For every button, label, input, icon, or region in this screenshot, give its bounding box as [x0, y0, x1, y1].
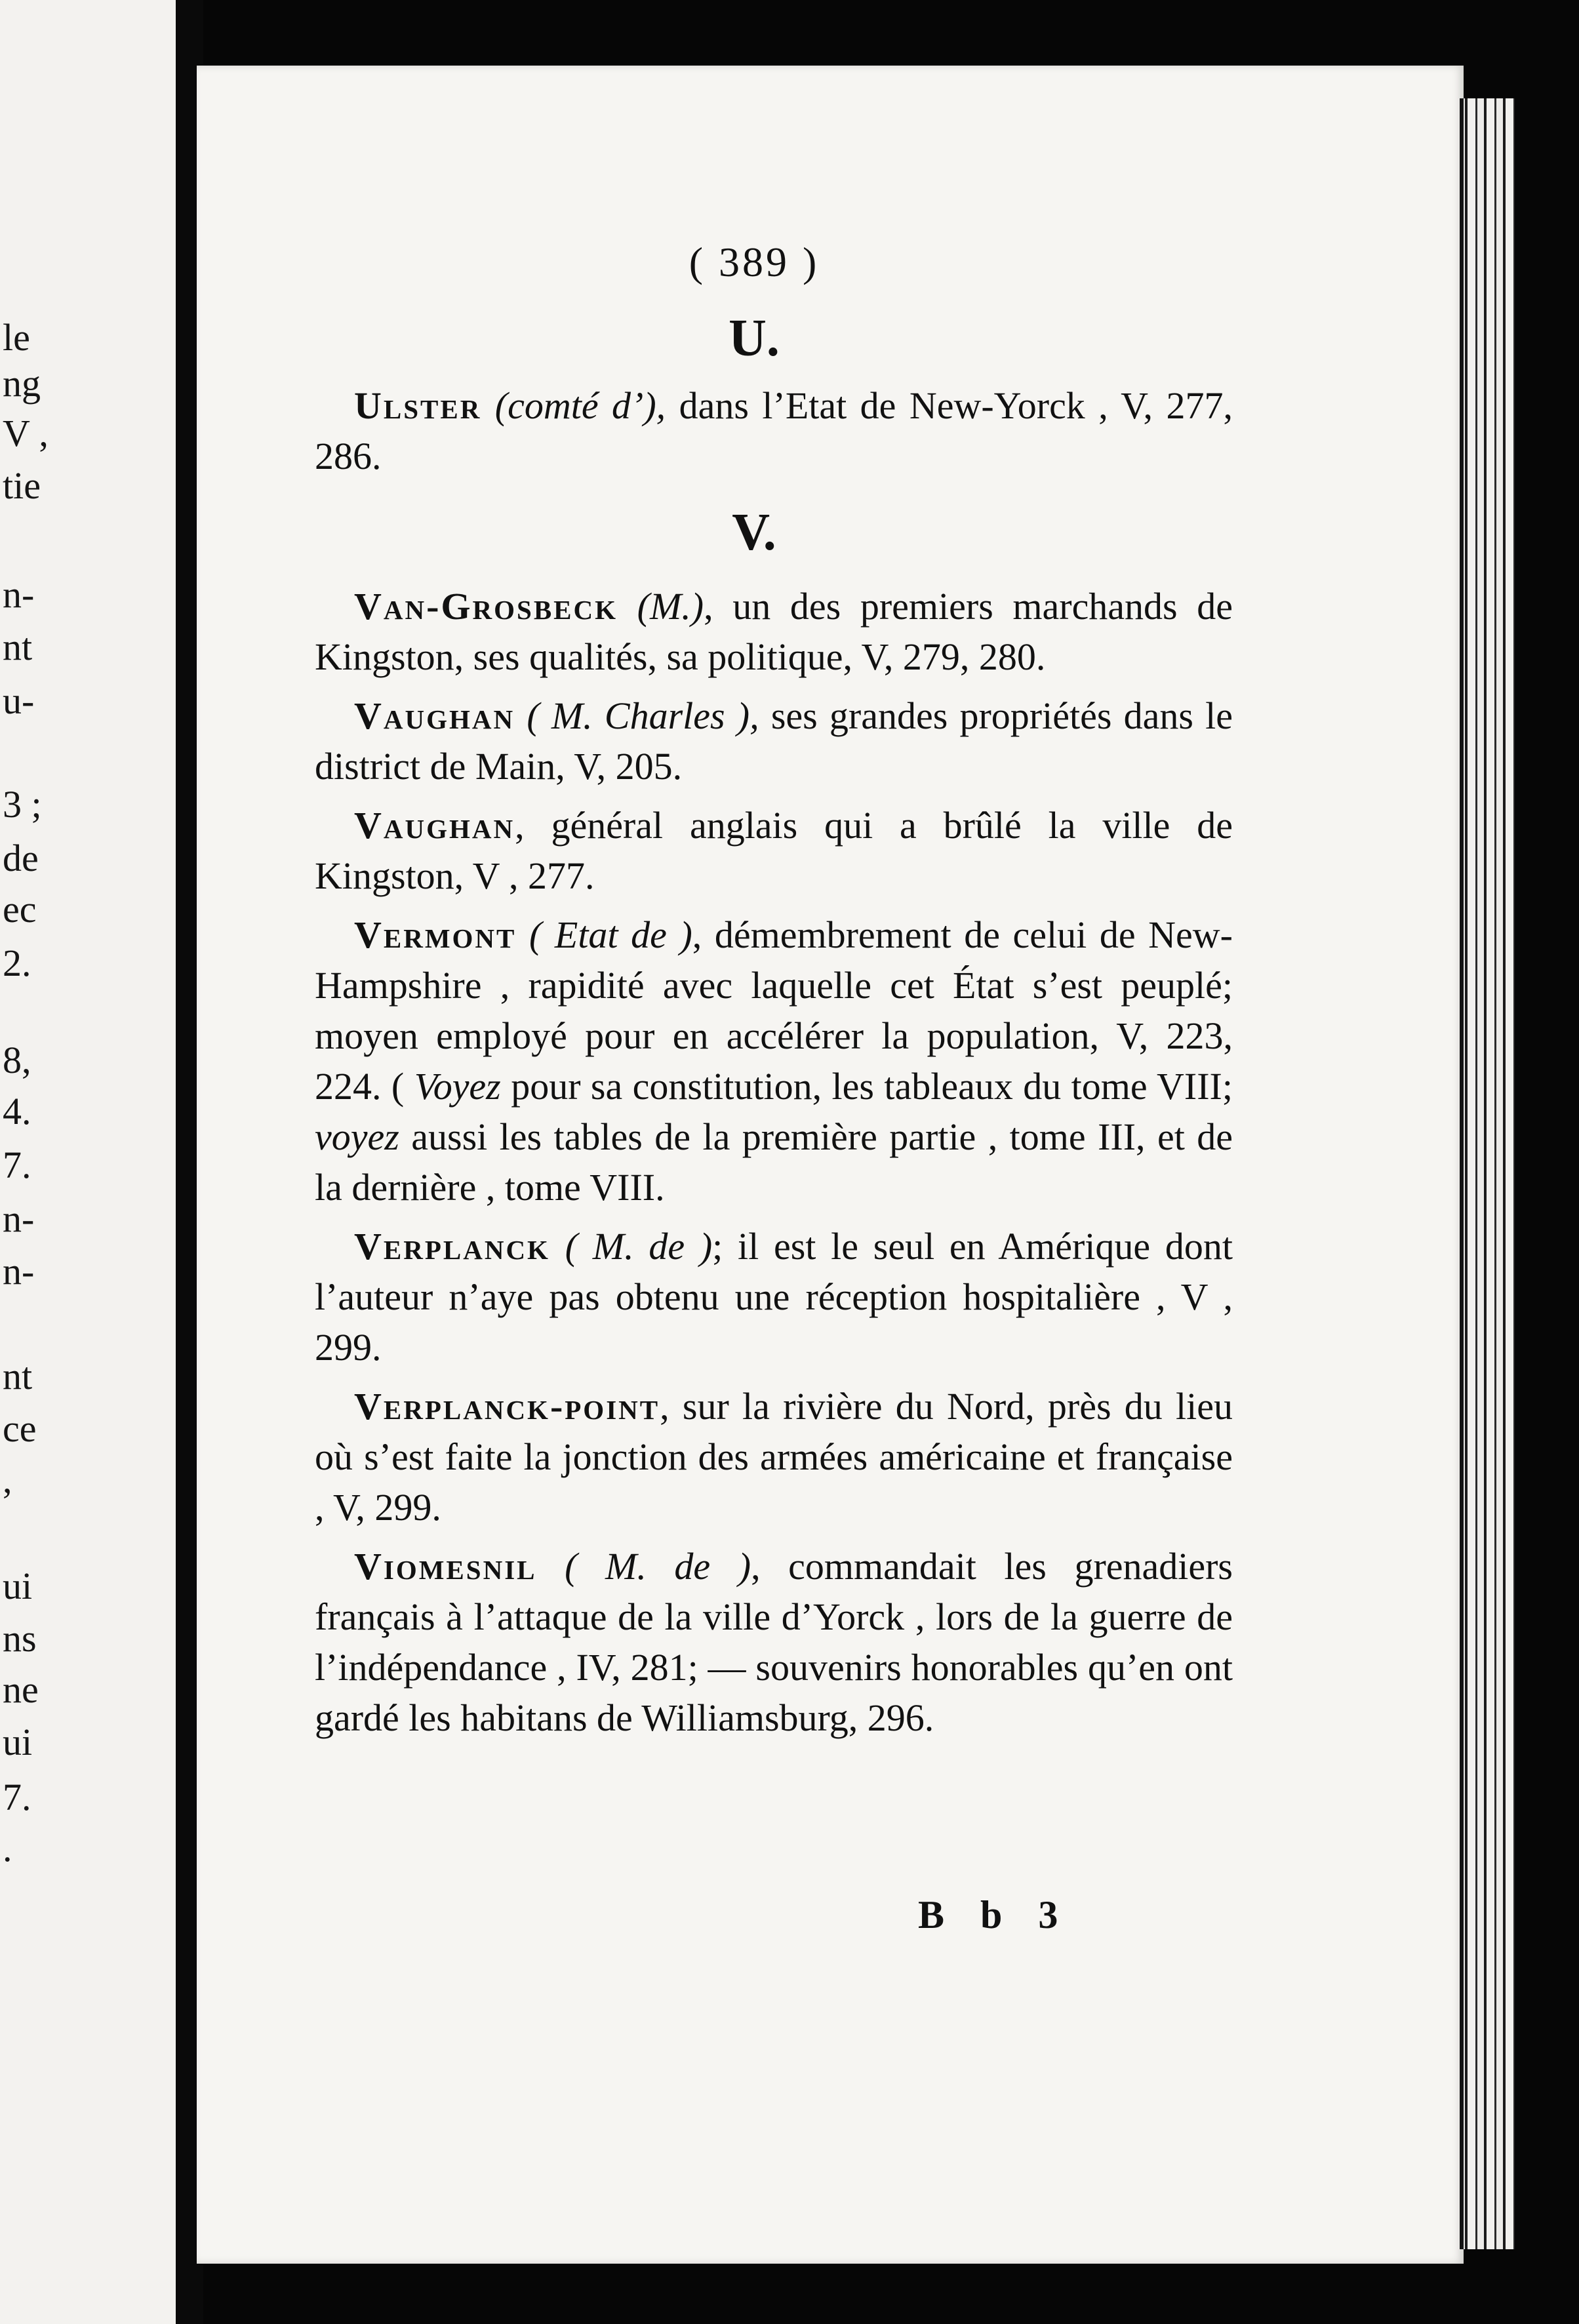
entry-see-reference: Voyez	[414, 1065, 501, 1108]
left-fragment: ,	[3, 1458, 12, 1501]
entry-text: , sur la rivière du Nord, près du lieu où s’est faite la jonction des armées américaine et française , V, 299.	[315, 1385, 1233, 1529]
left-fragment: tie	[3, 464, 41, 507]
entry-text: dans l’Etat de New-Yorck , V, 277, 286.	[315, 384, 1233, 477]
entry-text: pour sa constitution, les tableaux du tome VIII;	[511, 1065, 1233, 1108]
left-fragment: ce	[3, 1407, 37, 1450]
index-entry	[315, 910, 1233, 1212]
left-fragment: le	[3, 316, 30, 359]
entry-headword: Verplanck	[354, 1225, 550, 1268]
entry-qualifier: ( Etat de )	[529, 913, 692, 956]
section-heading-u: U.	[729, 310, 780, 367]
entry-see-reference: voyez	[315, 1115, 399, 1158]
left-fragment: ui	[3, 1565, 33, 1607]
index-entry	[315, 1541, 1233, 1743]
page-edge-line	[1460, 98, 1464, 2249]
left-fragment: ne	[3, 1668, 39, 1711]
page-text	[315, 236, 1233, 1752]
entry-text: , démembrement de celui de New-Hampshire , rapidité avec laquelle cet État s’est peuplé; moyen employé pour en accélérer la population, V, 223, 224. (	[315, 913, 1233, 1108]
index-entry	[315, 1221, 1233, 1372]
left-fragment: ec	[3, 888, 37, 931]
entry-qualifier: ( M. de )	[565, 1225, 713, 1268]
entry-headword: Ulster	[354, 384, 482, 427]
left-fragment: n-	[3, 1197, 35, 1240]
entry-text: , commandait les grenadiers français à l’attaque de la ville d’Yorck , lors de la guerre de l’indépendance , IV, 281; — souvenirs honorables qu’en ont gardé les habitans de Williamsburg, 296.	[315, 1545, 1233, 1739]
page-edges	[1458, 98, 1515, 2249]
index-entry	[315, 691, 1233, 791]
left-fragment: 3 ;	[3, 783, 42, 826]
entry-text: , général anglais qui a brûlé la ville de Kingston, V , 277.	[315, 804, 1233, 897]
entry-text: ses grandes propriétés dans le district de Main, V, 205.	[315, 694, 1233, 788]
entry-qualifier: (comté d’),	[494, 384, 666, 427]
entry-headword: Viomesnil	[354, 1545, 537, 1588]
left-fragment: n-	[3, 573, 35, 616]
left-fragment: ui	[3, 1721, 33, 1763]
entry-qualifier: (M.)	[637, 585, 704, 628]
index-entry	[315, 800, 1233, 901]
left-fragment: 7.	[3, 1144, 31, 1186]
left-fragment: 7.	[3, 1776, 31, 1818]
page-number: ( 389 )	[689, 239, 820, 285]
left-fragment: n-	[3, 1250, 35, 1292]
entry-qualifier: ( M. Charles ),	[527, 694, 759, 737]
left-fragment: nt	[3, 1355, 33, 1397]
entry-headword: Van-Grosbeck	[354, 585, 618, 628]
signature-mark: B b 3	[918, 1893, 1071, 1936]
left-page-margin	[0, 0, 182, 2324]
index-entry	[315, 581, 1233, 682]
section-heading-v: V.	[732, 504, 776, 561]
entry-text: ; il est le seul en Amérique dont l’auteur n’aye pas obtenu une réception hospitalière , V , 299.	[315, 1225, 1233, 1369]
entry-headword: Vermont	[354, 913, 517, 956]
entry-qualifier: ( M. de )	[565, 1545, 751, 1588]
left-fragment: ns	[3, 1617, 37, 1660]
entry-text: , un des premiers marchands de Kingston, ses qualités, sa politique, V, 279, 280.	[315, 585, 1233, 678]
left-fragment: 8,	[3, 1039, 31, 1081]
left-fragment: ng	[3, 362, 41, 405]
entry-text: aussi les tables de la première partie , tome III, et de la dernière , tome VIII.	[315, 1115, 1233, 1209]
left-fragment: .	[3, 1827, 12, 1870]
left-fragment: u-	[3, 679, 35, 722]
left-fragment: 2.	[3, 942, 31, 984]
index-entry	[315, 1381, 1233, 1533]
left-fragment: V ,	[3, 412, 49, 454]
index-entry	[315, 380, 1233, 481]
left-fragment: 4.	[3, 1090, 31, 1132]
entry-headword: Vaughan	[354, 694, 515, 737]
left-fragment: nt	[3, 626, 33, 668]
entry-headword: Verplanck-point	[354, 1385, 660, 1428]
entry-headword: Vaughan	[354, 804, 515, 847]
left-fragment: de	[3, 837, 39, 879]
